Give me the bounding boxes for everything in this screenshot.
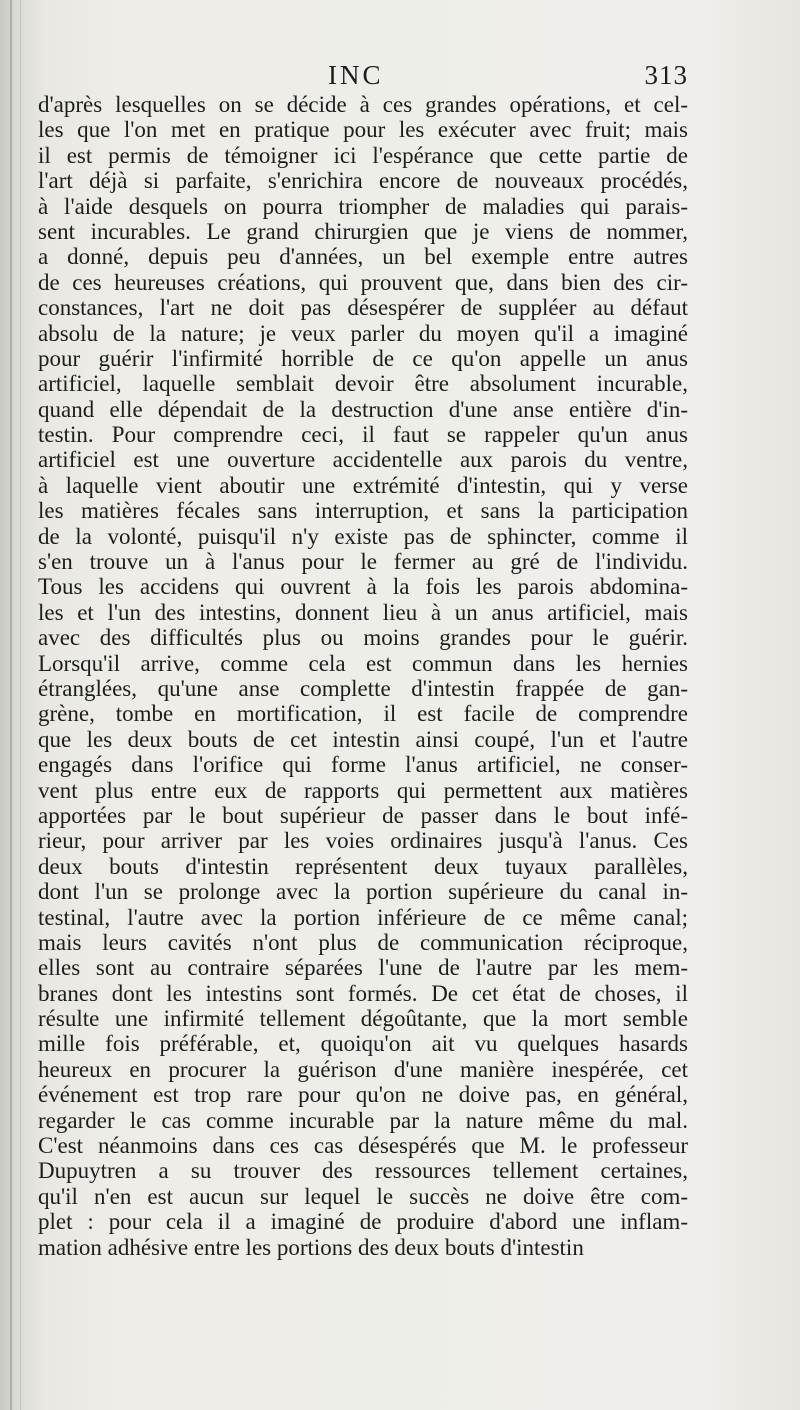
text-line: heureux en procurer la guérison d'une manière inespérée, cet: [38, 1056, 688, 1082]
text-line: deux bouts d'intestin représentent deux tuyaux parallèles,: [38, 853, 688, 879]
text-line: regarder le cas comme incurable par la nature même du mal.: [38, 1107, 688, 1133]
running-head-title: INC: [328, 60, 384, 90]
text-line: artificiel, laquelle semblait devoir être absolument incurable,: [38, 371, 688, 397]
text-line: de ces heureuses créations, qui prouvent que, dans bien des cir-: [38, 269, 688, 295]
text-line: engagés dans l'orifice qui forme l'anus artificiel, ne conser-: [38, 752, 688, 778]
text-line: mille fois préférable, et, quoiqu'on ait vu quelques hasards: [38, 1031, 688, 1057]
text-line: vent plus entre eux de rapports qui permettent aux matières: [38, 777, 688, 803]
text-line: mation adhésive entre les portions des deux bouts d'intestin: [38, 1234, 584, 1260]
text-line: événement est trop rare pour qu'on ne doive pas, en général,: [38, 1082, 688, 1108]
text-line: l'art déjà si parfaite, s'enrichira encore de nouveaux procédés,: [38, 168, 688, 194]
text-line: Dupuytren a su trouver des ressources tellement certaines,: [38, 1158, 688, 1184]
text-line: à l'aide desquels on pourra triompher de maladies qui parais-: [38, 193, 688, 219]
text-line: les que l'on met en pratique pour les exécuter avec fruit; mais: [38, 117, 688, 143]
text-line: qu'il n'en est aucun sur lequel le succès ne doive être com-: [38, 1183, 688, 1209]
text-line: résulte une infirmité tellement dégoûtante, que la mort semble: [38, 1006, 688, 1032]
body-text: [38, 92, 688, 1260]
text-line: rieur, pour arriver par les voies ordinaires jusqu'à l'anus. Ces: [38, 828, 688, 854]
text-line: pour guérir l'infirmité horrible de ce qu'on appelle un anus: [38, 345, 688, 371]
text-line: branes dont les intestins sont formés. De cet état de choses, il: [38, 980, 688, 1006]
text-line: Tous les accidens qui ouvrent à la fois les parois abdomina-: [38, 574, 688, 600]
text-line: dont l'un se prolonge avec la portion supérieure du canal in-: [38, 879, 688, 905]
text-line: les matières fécales sans interruption, et sans la participation: [38, 498, 688, 524]
text-line: apportées par le bout supérieur de passer dans le bout infé-: [38, 802, 688, 828]
text-line: d'après lesquelles on se décide à ces grandes opérations, et cel-: [38, 92, 688, 117]
text-line: mais leurs cavités n'ont plus de communication réciproque,: [38, 929, 688, 955]
text-line: étranglées, qu'une anse complette d'intestin frappée de gan-: [38, 675, 688, 701]
text-line: plet : pour cela il a imaginé de produire d'abord une inflam-: [38, 1209, 688, 1235]
text-line: Lorsqu'il arrive, comme cela est commun dans les hernies: [38, 650, 688, 676]
text-line: les et l'un des intestins, donnent lieu à un anus artificiel, mais: [38, 599, 688, 625]
text-line: il est permis de témoigner ici l'espérance que cette partie de: [38, 142, 688, 168]
text-line: testinal, l'autre avec la portion inférieure de ce même canal;: [38, 904, 688, 930]
text-line: testin. Pour comprendre ceci, il faut se rappeler qu'un anus: [38, 422, 688, 448]
page-number: 313: [644, 60, 688, 90]
gutter-edge: [20, 0, 21, 1410]
text-line: que les deux bouts de cet intestin ainsi coupé, l'un et l'autre: [38, 726, 688, 752]
text-line: avec des difficultés plus ou moins grandes pour le guérir.: [38, 625, 688, 651]
text-line: C'est néanmoins dans ces cas désespérés que M. le professeur: [38, 1133, 688, 1159]
text-line: absolu de la nature; je veux parler du moyen qu'il a imaginé: [38, 320, 688, 346]
text-line: artificiel est une ouverture accidentelle aux parois du ventre,: [38, 447, 688, 473]
text-line: à laquelle vient aboutir une extrémité d'intestin, qui y verse: [38, 472, 688, 498]
text-line: constances, l'art ne doit pas désespérer de suppléer au défaut: [38, 295, 688, 321]
text-line: sent incurables. Le grand chirurgien que je viens de nommer,: [38, 218, 688, 244]
text-line: grène, tombe en mortification, il est facile de comprendre: [38, 701, 688, 727]
text-line: quand elle dépendait de la destruction d'une anse entière d'in-: [38, 396, 688, 422]
text-line: a donné, depuis peu d'années, un bel exemple entre autres: [38, 244, 688, 270]
text-line: elles sont au contraire séparées l'une de l'autre par les mem-: [38, 955, 688, 981]
text-line: s'en trouve un à l'anus pour le fermer au gré de l'individu.: [38, 549, 688, 575]
running-head: [38, 60, 688, 96]
text-line: de la volonté, puisqu'il n'y existe pas de sphincter, comme il: [38, 523, 688, 549]
gutter-shadow: [10, 0, 12, 1410]
